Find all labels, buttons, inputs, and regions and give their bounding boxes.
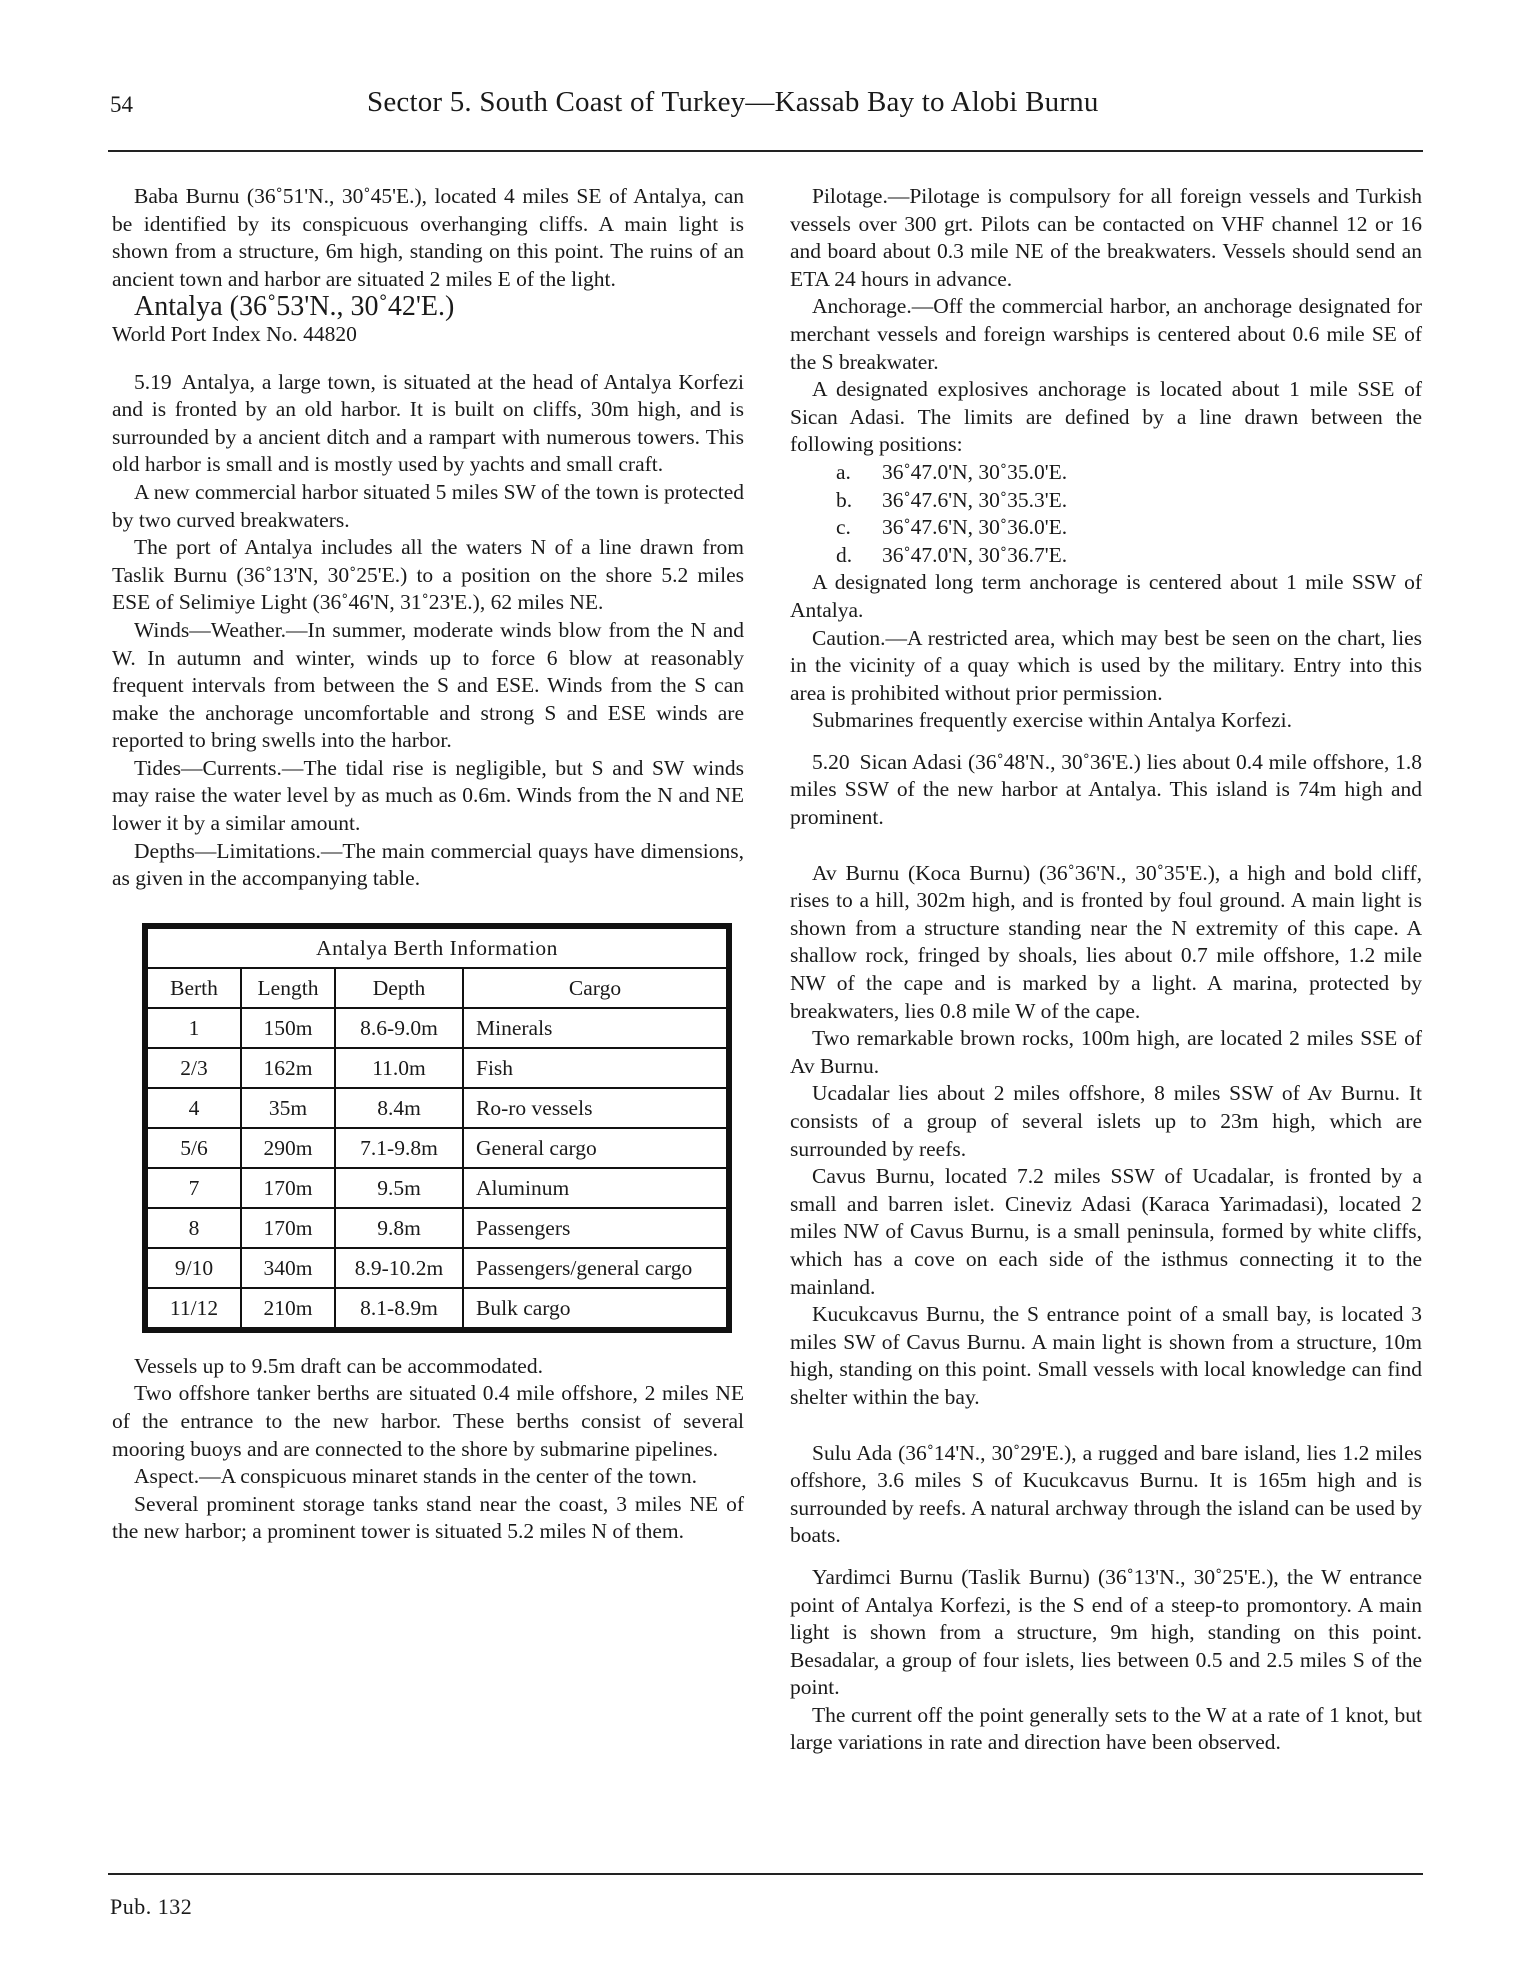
cell-length: 340m	[241, 1248, 335, 1288]
paragraph-text: Pilotage is compulsory for all foreign vessels and Turkish vessels over 300 grt. Pilots can be contacted on VHF channel 12 or 16 and board about 0.3 mile NE of the breakwaters. Vessels should send an ETA 24 hours in advance.	[790, 184, 1422, 291]
cell-depth: 8.9-10.2m	[335, 1248, 463, 1288]
list-letter: b.	[836, 487, 853, 512]
cell-depth: 9.5m	[335, 1168, 463, 1208]
paragraph-explosives-anchorage: A designated explosives anchorage is located about 1 mile SSE of Sican Adasi. The limits are defined by a line drawn between the following positions:	[790, 377, 1422, 457]
berth-table-frame	[142, 923, 732, 1333]
paragraph-text: A conspicuous minaret stands in the center of the town.	[220, 1464, 698, 1489]
table-row	[147, 1128, 727, 1168]
cell-berth: 4	[147, 1088, 241, 1128]
list-item	[790, 514, 1422, 542]
paragraph-kucukcavus-burnu: Kucukcavus Burnu, the S entrance point of a small bay, is located 3 miles SW of Cavus Burnu. A main light is shown from a structure, 10m high, standing on this point. Small vessels with local knowledge can find shelter within the bay.	[790, 1302, 1422, 1409]
paragraph-number: 5.20	[812, 749, 850, 774]
cell-cargo: Ro-ro vessels	[463, 1088, 727, 1128]
table-row	[147, 1008, 727, 1048]
cell-cargo: Passengers/general cargo	[463, 1248, 727, 1288]
label-anchorage: Anchorage.—	[812, 294, 934, 319]
cell-length: 210m	[241, 1288, 335, 1328]
table-row	[147, 1248, 727, 1288]
cell-depth: 7.1-9.8m	[335, 1128, 463, 1168]
paragraph-5-19	[112, 369, 744, 479]
column-header-cargo: Cargo	[463, 968, 727, 1008]
paragraph-5-20	[790, 749, 1422, 832]
publication-footer: Pub. 132	[110, 1894, 193, 1919]
cell-length: 35m	[241, 1088, 335, 1128]
cell-cargo: Fish	[463, 1048, 727, 1088]
label-caution: Caution.—	[812, 625, 907, 650]
column-header-berth: Berth	[147, 968, 241, 1008]
list-position: 36˚47.6'N, 30˚36.0'E.	[882, 515, 1068, 540]
paragraph-long-term-anchorage: A designated long term anchorage is centered about 1 mile SSW of Antalya.	[790, 570, 1422, 622]
paragraph-pilotage	[790, 183, 1422, 293]
cell-length: 290m	[241, 1128, 335, 1168]
list-item	[790, 542, 1422, 570]
cell-length: 150m	[241, 1008, 335, 1048]
table-row	[147, 1088, 727, 1128]
cell-berth: 5/6	[147, 1128, 241, 1168]
cell-berth: 7	[147, 1168, 241, 1208]
paragraph-yardimci-burnu: Yardimci Burnu (Taslik Burnu) (36˚13'N., 30˚25'E.), the W entrance point of Antalya Korfezi, is the S end of a steep-to promontory. A main light is shown from a structure, 9m high, standing on this point. Besadalar, a group of four islets, lies between 0.5 and 2.5 miles S of the point.	[790, 1564, 1422, 1700]
cell-depth: 11.0m	[335, 1048, 463, 1088]
paragraph-winds	[112, 617, 744, 755]
paragraph-tanker-berths: Two offshore tanker berths are situated 0.4 mile offshore, 2 miles NE of the entrance to the new harbor. These berths consist of several mooring buoys and are connected to the shore by submarine pipelines.	[112, 1381, 744, 1461]
table-row	[147, 1048, 727, 1088]
cell-cargo: Minerals	[463, 1008, 727, 1048]
table-row	[147, 1288, 727, 1328]
cell-length: 170m	[241, 1168, 335, 1208]
cell-berth: 1	[147, 1008, 241, 1048]
paragraph-text: In summer, moderate winds blow from the N and W. In autumn and winter, winds up to force 6 blow at reasonably frequent intervals from between the S and ESE. Winds from the S can make the anchorage uncomfortable and strong S and ESE winds are reported to bring swells into the harbor.	[112, 617, 744, 753]
paragraph-ucadalar: Ucadalar lies about 2 miles offshore, 8 miles SSW of Av Burnu. It consists of a group of several islets up to 23m high, which are surrounded by reefs.	[790, 1081, 1422, 1161]
paragraph-caution	[790, 625, 1422, 708]
paragraph-text: The main commercial quays have dimensions, as given in the accompanying table.	[112, 838, 744, 891]
paragraph-text: A restricted area, which may best be seen on the chart, lies in the vicinity of a quay which is used by the military. Entry into this area is prohibited without prior permission.	[790, 625, 1422, 705]
table-row	[147, 1168, 727, 1208]
header-rule	[108, 150, 1423, 152]
paragraph-anchorage	[790, 293, 1422, 376]
cell-berth: 11/12	[147, 1288, 241, 1328]
list-item	[790, 487, 1422, 515]
label-aspect: Aspect.—	[134, 1464, 221, 1489]
cell-cargo: Bulk cargo	[463, 1288, 727, 1328]
paragraph-depths	[112, 838, 744, 893]
paragraph-text: Off the commercial harbor, an anchorage designated for merchant vessels and foreign warships is centered about 0.6 mile SE of the S breakwater.	[790, 294, 1422, 374]
position-list	[790, 459, 1422, 569]
cell-depth: 9.8m	[335, 1208, 463, 1248]
cell-length: 162m	[241, 1048, 335, 1088]
paragraph-text: Sican Adasi (36˚48'N., 30˚36'E.) lies about 0.4 mile offshore, 1.8 miles SSW of the new harbor at Antalya. This island is 74m high and prominent.	[790, 749, 1422, 830]
paragraph-sulu-ada: Sulu Ada (36˚14'N., 30˚29'E.), a rugged and bare island, lies 1.2 miles offshore, 3.6 miles S of Kucukcavus Burnu. It is 165m high and is surrounded by reefs. A natural archway through the island can be used by boats.	[790, 1440, 1422, 1548]
label-depths: Depths—Limitations.—	[134, 838, 343, 863]
list-letter: d.	[836, 542, 853, 567]
list-item	[790, 459, 1422, 487]
column-header-depth: Depth	[335, 968, 463, 1008]
list-letter: a.	[836, 459, 851, 484]
running-title: Sector 5. South Coast of Turkey—Kassab Bay to Alobi Burnu	[367, 86, 1099, 118]
cell-berth: 9/10	[147, 1248, 241, 1288]
list-letter: c.	[836, 515, 851, 540]
table-caption: Antalya Berth Information	[147, 928, 727, 968]
list-position: 36˚47.0'N, 30˚35.0'E.	[882, 459, 1068, 484]
list-position: 36˚47.6'N, 30˚35.3'E.	[882, 487, 1068, 512]
paragraph-aspect	[112, 1463, 744, 1491]
paragraph-current: The current off the point generally sets to the W at a rate of 1 knot, but large variations in rate and direction have been observed.	[790, 1702, 1422, 1755]
cell-berth: 8	[147, 1208, 241, 1248]
column-header-length: Length	[241, 968, 335, 1008]
cell-depth: 8.6-9.0m	[335, 1008, 463, 1048]
port-index: World Port Index No. 44820	[112, 321, 357, 346]
paragraph-av-burnu: Av Burnu (Koca Burnu) (36˚36'N., 30˚35'E.), a high and bold cliff, rises to a hill, 302m high, and is fronted by foul ground. A main light is shown from a structure standing near the N extremity of this cape. A shallow rock, fringed by shoals, lies about 0.7 mile offshore, 1.2 mile NW of the cape and is marked by a light. A marina, protected by breakwaters, lies 0.8 mile W of the cape.	[790, 860, 1422, 1023]
cell-depth: 8.1-8.9m	[335, 1288, 463, 1328]
cell-length: 170m	[241, 1208, 335, 1248]
paragraph-brown-rocks: Two remarkable brown rocks, 100m high, are located 2 miles SSE of Av Burnu.	[790, 1026, 1422, 1078]
paragraph-tides	[112, 755, 744, 838]
right-column	[790, 183, 1422, 1757]
label-tides: Tides—Currents.—	[134, 755, 304, 780]
cell-cargo: General cargo	[463, 1128, 727, 1168]
list-position: 36˚47.0'N, 30˚36.7'E.	[882, 542, 1068, 567]
paragraph-port-limits: The port of Antalya includes all the waters N of a line drawn from Taslik Burnu (36˚13'N, 30˚25'E.) to a position on the shore 5.2 miles ESE of Selimiye Light (36˚46'N, 31˚23'E.), 62 miles NE.	[112, 535, 744, 615]
paragraph-baba-burnu: Baba Burnu (36˚51'N., 30˚45'E.), located 4 miles SE of Antalya, can be identified by its conspicuous overhanging cliffs. A main light is shown from a structure, 6m high, standing on this point. The ruins of an ancient town and harbor are situated 2 miles E of the light.	[112, 184, 744, 291]
section-heading: Antalya (36˚53'N., 30˚42'E.)	[134, 291, 455, 323]
cell-cargo: Passengers	[463, 1208, 727, 1248]
paragraph-text: The tidal rise is negligible, but S and SW winds may raise the water level by as much as 0.6m. Winds from the N and NE lower it by a similar amount.	[112, 755, 744, 836]
footer-rule	[108, 1873, 1423, 1875]
paragraph-cavus-burnu: Cavus Burnu, located 7.2 miles SSW of Ucadalar, is fronted by a small and barren islet. Cineviz Adasi (Karaca Yarimadasi), located 2 miles NW of Cavus Burnu, is a small peninsula, formed by white cliffs, which has a cove on each side of the isthmus connecting it to the mainland.	[790, 1164, 1422, 1299]
paragraph-text: Antalya, a large town, is situated at the head of Antalya Korfezi and is fronted by an old harbor. It is built on cliffs, 30m high, and is surrounded by a ancient ditch and a rampart with numerous towers. This old harbor is small and is mostly used by yachts and small craft.	[112, 369, 744, 477]
label-winds: Winds—Weather.—	[134, 617, 308, 642]
berth-table	[146, 927, 728, 1329]
table-row	[147, 1208, 727, 1248]
paragraph-number: 5.19	[134, 369, 172, 394]
paragraph-draft: Vessels up to 9.5m draft can be accommodated.	[134, 1353, 543, 1378]
cell-depth: 8.4m	[335, 1088, 463, 1128]
paragraph-new-harbor: A new commercial harbor situated 5 miles SW of the town is protected by two curved breakwaters.	[112, 479, 744, 532]
left-column	[112, 183, 744, 1546]
page-number: 54	[110, 92, 133, 117]
paragraph-storage-tanks: Several prominent storage tanks stand near the coast, 3 miles NE of the new harbor; a prominent tower is situated 5.2 miles N of them.	[112, 1491, 744, 1544]
cell-cargo: Aluminum	[463, 1168, 727, 1208]
paragraph-submarines: Submarines frequently exercise within Antalya Korfezi.	[812, 708, 1293, 733]
label-pilotage: Pilotage.—	[812, 184, 910, 208]
cell-berth: 2/3	[147, 1048, 241, 1088]
